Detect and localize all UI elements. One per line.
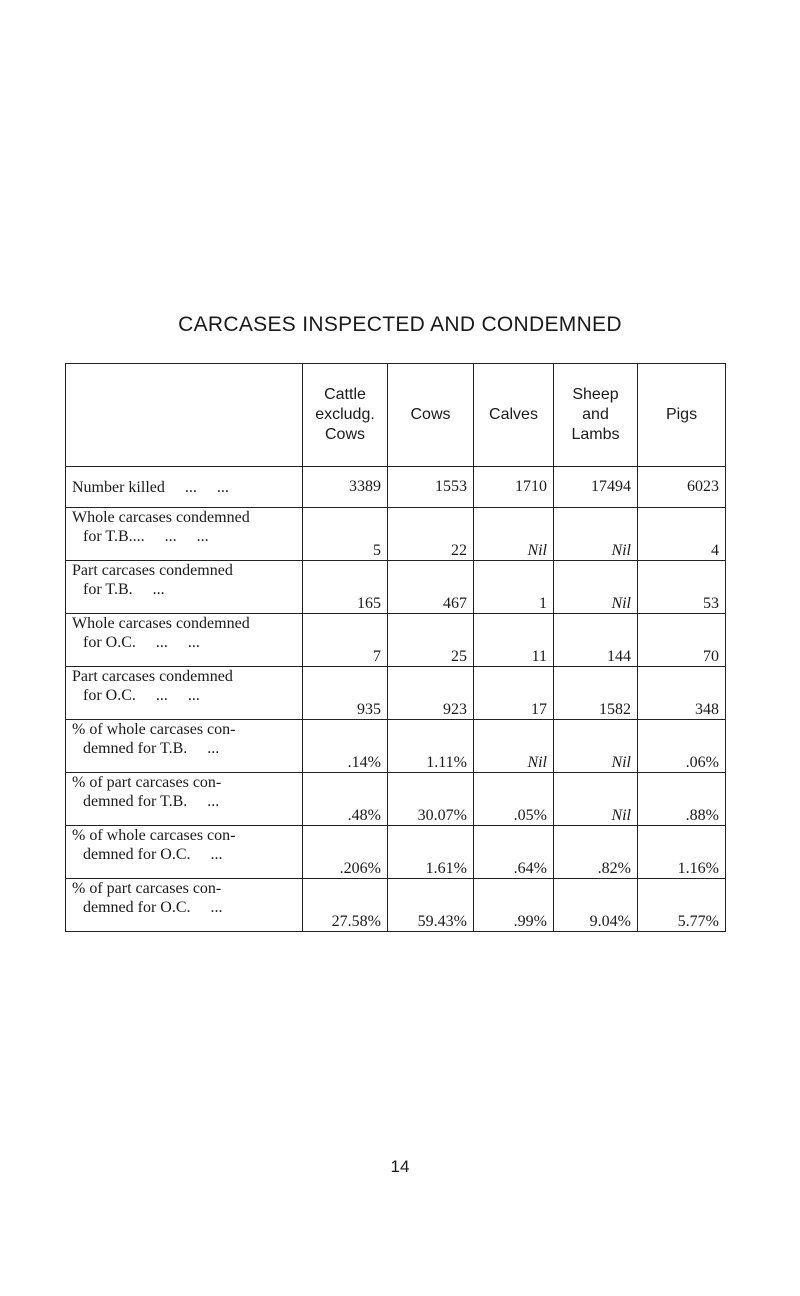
row-label-line-1: Whole carcases condemned: [72, 615, 250, 632]
table-cell: 27.58%: [303, 879, 388, 932]
table-row: [66, 614, 726, 667]
table-cell: 1582: [554, 667, 638, 720]
table-cell: .99%: [474, 879, 554, 932]
row-label-line-2: demned for T.B. ...: [83, 740, 220, 757]
table-row: [66, 508, 726, 561]
table-cell: 4: [638, 508, 726, 561]
table-cell: Nil: [554, 508, 638, 561]
row-label-line-1: % of part carcases con-: [72, 880, 222, 897]
table-row: [66, 561, 726, 614]
row-label-line-2: for O.C. ... ...: [83, 634, 200, 651]
column-header: Cattle excludg. Cows: [303, 364, 388, 467]
table-cell: .82%: [554, 826, 638, 879]
table-cell: .88%: [638, 773, 726, 826]
table-cell: 467: [388, 561, 474, 614]
table-cell: 59.43%: [388, 879, 474, 932]
table-cell: Nil: [554, 720, 638, 773]
table-cell: 3389: [303, 467, 388, 508]
row-label: [66, 667, 303, 720]
table-row: [66, 826, 726, 879]
row-label: [66, 614, 303, 667]
header-row: [66, 364, 726, 467]
row-label-line-2: for T.B.... ... ...: [83, 528, 209, 545]
table-row: [66, 467, 726, 508]
table-cell: 70: [638, 614, 726, 667]
table-cell: 11: [474, 614, 554, 667]
row-label-line-1: Part carcases condemned: [72, 668, 233, 685]
table-cell: .14%: [303, 720, 388, 773]
header-cell-blank: [66, 364, 303, 467]
table-cell: 1.11%: [388, 720, 474, 773]
row-label-line-1: Whole carcases condemned: [72, 509, 250, 526]
row-label-line-1: Part carcases condemned: [72, 562, 233, 579]
table-cell: 5.77%: [638, 879, 726, 932]
table-cell: 348: [638, 667, 726, 720]
table-cell: 6023: [638, 467, 726, 508]
table-cell: 1.61%: [388, 826, 474, 879]
row-label: [66, 467, 303, 508]
table-cell: 22: [388, 508, 474, 561]
column-header: Calves: [474, 364, 554, 467]
table-cell: .06%: [638, 720, 726, 773]
table-cell: 1.16%: [638, 826, 726, 879]
table-cell: Nil: [554, 561, 638, 614]
table-cell: .05%: [474, 773, 554, 826]
row-label-line-2: demned for T.B. ...: [83, 793, 220, 810]
table-cell: 17: [474, 667, 554, 720]
table-body: [66, 467, 726, 932]
table-cell: .206%: [303, 826, 388, 879]
table-cell: Nil: [554, 773, 638, 826]
table-cell: Nil: [474, 720, 554, 773]
table-cell: .48%: [303, 773, 388, 826]
row-label-line-1: % of whole carcases con-: [72, 827, 236, 844]
table-cell: 1553: [388, 467, 474, 508]
page-title: CARCASES INSPECTED AND CONDEMNED: [178, 313, 622, 336]
table-cell: 1: [474, 561, 554, 614]
row-label-line-1: % of part carcases con-: [72, 774, 222, 791]
row-label-line-1: % of whole carcases con-: [72, 721, 236, 738]
row-label: [66, 720, 303, 773]
row-label: [66, 773, 303, 826]
page-number: 14: [390, 1157, 410, 1176]
row-label: [66, 826, 303, 879]
table-cell: 165: [303, 561, 388, 614]
table-cell: 53: [638, 561, 726, 614]
row-label-line-2: demned for O.C. ...: [83, 899, 223, 916]
row-label-line-2: demned for O.C. ...: [83, 846, 223, 863]
table-row: [66, 879, 726, 932]
table-cell: 923: [388, 667, 474, 720]
column-header: Sheep and Lambs: [554, 364, 638, 467]
table-cell: 30.07%: [388, 773, 474, 826]
table-cell: 25: [388, 614, 474, 667]
table-cell: 5: [303, 508, 388, 561]
table-cell: Nil: [474, 508, 554, 561]
row-label: [66, 508, 303, 561]
table-row: [66, 667, 726, 720]
table-cell: .64%: [474, 826, 554, 879]
row-label-line-2: for T.B. ...: [83, 581, 165, 598]
column-header: Pigs: [638, 364, 726, 467]
table-cell: 935: [303, 667, 388, 720]
table-cell: 7: [303, 614, 388, 667]
table-row: [66, 773, 726, 826]
row-label: [66, 561, 303, 614]
row-label: [66, 879, 303, 932]
table-cell: 1710: [474, 467, 554, 508]
table-cell: 17494: [554, 467, 638, 508]
row-label-line-1: Number killed ... ...: [72, 478, 229, 496]
table-cell: 9.04%: [554, 879, 638, 932]
table-cell: 144: [554, 614, 638, 667]
table-row: [66, 720, 726, 773]
column-header: Cows: [388, 364, 474, 467]
row-label-line-2: for O.C. ... ...: [83, 687, 200, 704]
carcases-table: [65, 363, 726, 932]
